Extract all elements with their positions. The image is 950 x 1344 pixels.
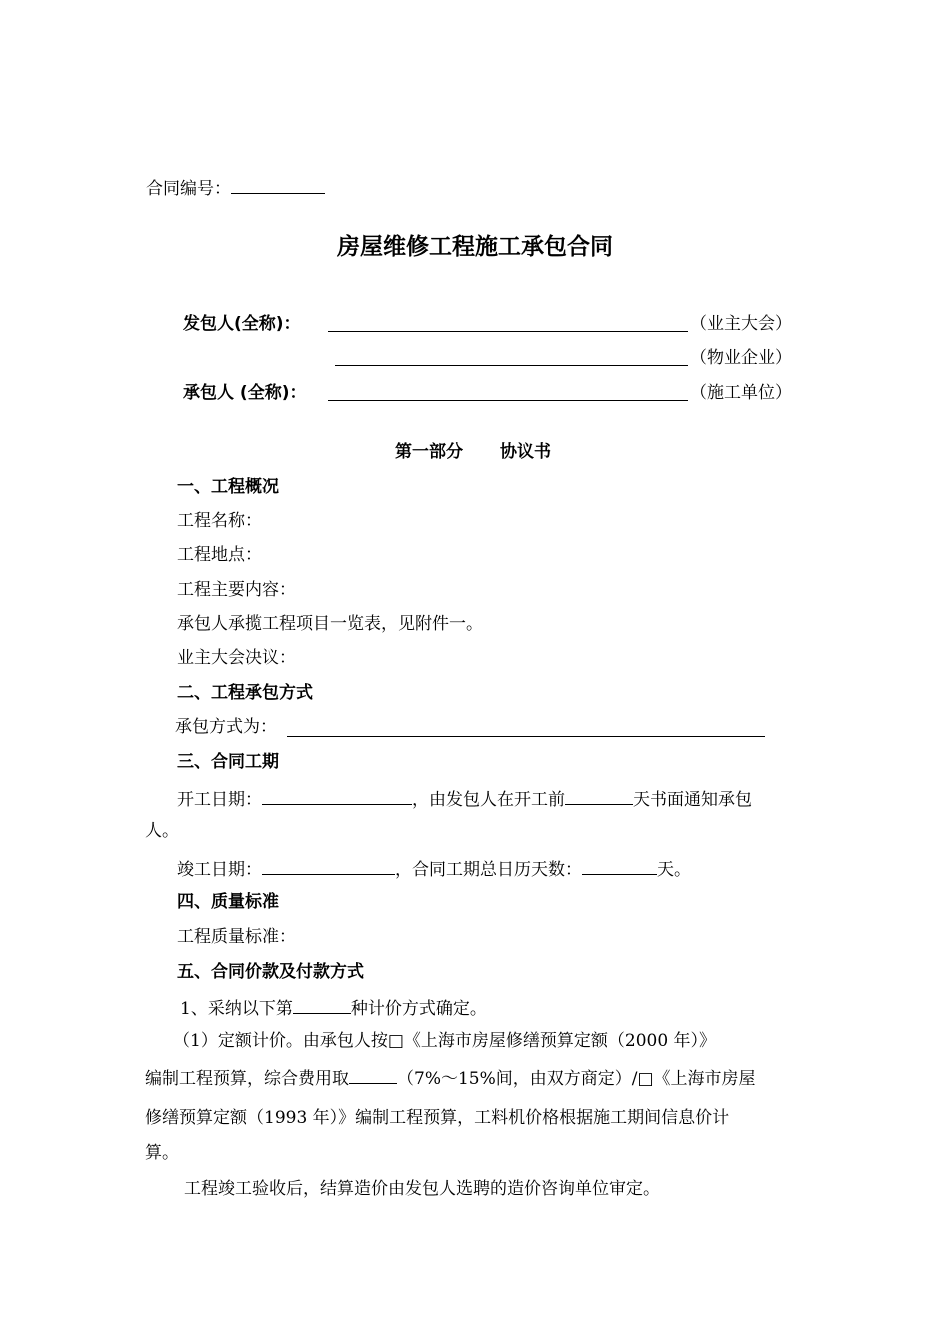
notice-days-blank [565, 789, 633, 805]
end-date-blank [262, 859, 395, 875]
contractor-blank [328, 385, 688, 401]
owners-resolution-label: 业主大会决议： [177, 648, 296, 668]
end-date-label: 竣工日期： [177, 860, 262, 880]
part1-heading-a: 第一部分 [395, 442, 463, 462]
property-company-blank [335, 350, 688, 366]
total-days-blank [582, 859, 657, 875]
contractor-label: 承包人 (全称)： [183, 383, 307, 403]
start-notice-text: ，由发包人在开工前 [412, 790, 565, 810]
start-date-label: 开工日期： [177, 790, 262, 810]
project-content-label: 工程主要内容： [177, 580, 296, 600]
quota-pricing-line4: 算。 [145, 1143, 179, 1163]
part1-heading-b: 协议书 [500, 442, 551, 462]
pricing-choice-line [180, 998, 487, 1018]
contract-mode-blank [287, 719, 765, 737]
quota-pricing-line1: （1）定额计价。由承包人按□《上海市房屋修缮预算定额（2000 年）》 [173, 1031, 717, 1051]
owners-assembly-note: （业主大会） [690, 314, 792, 334]
document-title: 房屋维修工程施工承包合同 [337, 234, 613, 260]
contract-no-line [146, 178, 325, 198]
section4-heading: 四、质量标准 [177, 892, 279, 912]
quality-standard-label: 工程质量标准： [177, 927, 296, 947]
project-list-note: 承包人承揽工程项目一览表，见附件一。 [177, 614, 483, 634]
pricing-choice-label: 1、采纳以下第 [180, 999, 293, 1019]
employer-label: 发包人(全称)： [183, 314, 301, 334]
project-location-label: 工程地点： [177, 545, 262, 565]
start-date-blank [262, 789, 412, 805]
start-notice-wrap: 人。 [145, 821, 179, 841]
section3-heading: 三、合同工期 [177, 752, 279, 772]
pricing-choice-tail: 种计价方式确定。 [350, 999, 487, 1019]
total-days-label: ，合同工期总日历天数： [395, 860, 582, 880]
construction-unit-note: （施工单位） [690, 383, 792, 403]
quota-fee-tail: （7%～15%间，由双方商定）/□《上海市房屋 [397, 1069, 756, 1089]
end-date-line [177, 859, 691, 879]
quota-fee-label: 编制工程预算，综合费用取 [145, 1069, 349, 1089]
quota-fee-blank [349, 1068, 397, 1084]
start-date-line [177, 789, 752, 809]
settlement-note: 工程竣工验收后，结算造价由发包人选聘的造价咨询单位审定。 [184, 1179, 660, 1199]
section2-heading: 二、工程承包方式 [177, 683, 313, 703]
section1-heading: 一、工程概况 [177, 477, 279, 497]
pricing-choice-blank [293, 998, 351, 1014]
quota-pricing-line2 [145, 1068, 756, 1088]
employer-blank [328, 316, 688, 332]
quota-pricing-line3: 修缮预算定额（1993 年）》编制工程预算，工料机价格根据施工期间信息价计 [145, 1108, 730, 1128]
contract-no-label: 合同编号： [146, 179, 231, 199]
contract-no-blank [231, 178, 325, 194]
project-name-label: 工程名称： [177, 511, 262, 531]
contract-mode-label: 承包方式为： [175, 717, 277, 737]
start-notice-tail: 天书面通知承包 [633, 790, 752, 810]
section5-heading: 五、合同价款及付款方式 [177, 962, 364, 982]
days-unit: 天。 [657, 860, 691, 880]
property-company-note: （物业企业） [690, 348, 792, 368]
